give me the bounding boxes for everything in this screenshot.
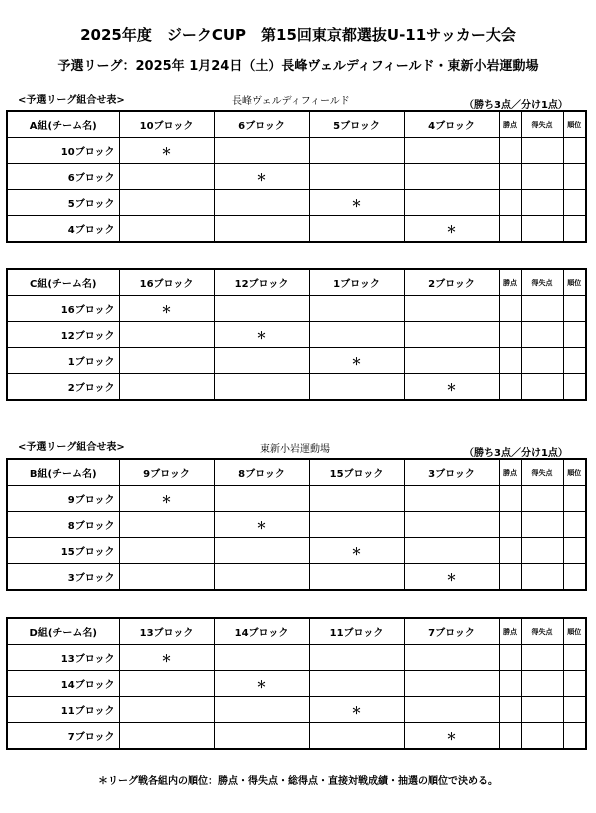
group-name: C組(チーム名) <box>7 269 119 296</box>
result-cell <box>309 486 404 512</box>
stat-cell <box>499 322 521 348</box>
self-match-mark: ＊ <box>404 216 499 243</box>
result-cell <box>309 138 404 164</box>
result-cell <box>119 190 214 216</box>
row-team: 11ブロック <box>7 697 119 723</box>
stat-header: 順位 <box>563 618 586 645</box>
group-table <box>6 458 587 591</box>
stat-cell <box>563 216 586 243</box>
result-cell <box>309 296 404 322</box>
stat-cell <box>499 512 521 538</box>
group-name: B組(チーム名) <box>7 459 119 486</box>
stat-header: 順位 <box>563 459 586 486</box>
column-team: 7ブロック <box>404 618 499 645</box>
column-team: 1ブロック <box>309 269 404 296</box>
stat-cell <box>499 723 521 750</box>
stat-cell <box>563 374 586 401</box>
row-team: 9ブロック <box>7 486 119 512</box>
row-team: 5ブロック <box>7 190 119 216</box>
stat-cell <box>499 138 521 164</box>
section2-label: <予選リーグ組合せ表> <box>18 442 125 453</box>
stat-cell <box>499 296 521 322</box>
result-cell <box>119 374 214 401</box>
stat-header: 得失点 <box>521 459 563 486</box>
row-team: 13ブロック <box>7 645 119 671</box>
stat-cell <box>521 697 563 723</box>
result-cell <box>309 645 404 671</box>
row-team: 10ブロック <box>7 138 119 164</box>
stat-cell <box>499 190 521 216</box>
stat-cell <box>563 164 586 190</box>
table-row <box>7 645 586 671</box>
result-cell <box>214 697 309 723</box>
result-cell <box>119 671 214 697</box>
row-team: 12ブロック <box>7 322 119 348</box>
stat-cell <box>563 296 586 322</box>
result-cell <box>214 138 309 164</box>
column-team: 5ブロック <box>309 111 404 138</box>
row-team: 14ブロック <box>7 671 119 697</box>
self-match-mark: ＊ <box>309 190 404 216</box>
result-cell <box>404 671 499 697</box>
result-cell <box>119 697 214 723</box>
self-match-mark: ＊ <box>214 322 309 348</box>
self-match-mark: ＊ <box>404 374 499 401</box>
result-cell <box>404 164 499 190</box>
stat-header: 勝点 <box>499 459 521 486</box>
self-match-mark: ＊ <box>309 348 404 374</box>
row-team: 15ブロック <box>7 538 119 564</box>
result-cell <box>119 564 214 591</box>
column-team: 13ブロック <box>119 618 214 645</box>
result-cell <box>214 538 309 564</box>
stat-header: 勝点 <box>499 111 521 138</box>
result-cell <box>404 538 499 564</box>
stat-cell <box>499 538 521 564</box>
row-team: 2ブロック <box>7 374 119 401</box>
stat-cell <box>521 538 563 564</box>
column-team: 10ブロック <box>119 111 214 138</box>
row-team: 4ブロック <box>7 216 119 243</box>
stat-cell <box>521 723 563 750</box>
row-team: 3ブロック <box>7 564 119 591</box>
result-cell <box>214 348 309 374</box>
stat-cell <box>521 164 563 190</box>
table-row <box>7 671 586 697</box>
column-team: 9ブロック <box>119 459 214 486</box>
result-cell <box>404 138 499 164</box>
self-match-mark: ＊ <box>214 671 309 697</box>
self-match-mark: ＊ <box>214 164 309 190</box>
stat-cell <box>521 190 563 216</box>
result-cell <box>119 538 214 564</box>
stat-cell <box>563 348 586 374</box>
stat-cell <box>521 512 563 538</box>
self-match-mark: ＊ <box>404 723 499 750</box>
stat-cell <box>499 348 521 374</box>
stat-cell <box>521 564 563 591</box>
stat-cell <box>563 645 586 671</box>
section1-label: <予選リーグ組合せ表> <box>18 95 125 106</box>
result-cell <box>214 190 309 216</box>
stat-cell <box>499 164 521 190</box>
section2-venue: 東新小岩運動場 <box>260 444 330 455</box>
footer-note: ＊リーグ戦各組内の順位：勝点・得失点・総得点・直接対戦成績・抽選の順位で決める。 <box>98 776 498 787</box>
table-row <box>7 164 586 190</box>
self-match-mark: ＊ <box>119 645 214 671</box>
stat-cell <box>521 216 563 243</box>
section2-points: （勝ち3点／分け1点） <box>464 448 568 459</box>
result-cell <box>309 216 404 243</box>
self-match-mark: ＊ <box>309 538 404 564</box>
table-row <box>7 512 586 538</box>
table-row <box>7 538 586 564</box>
stat-cell <box>521 138 563 164</box>
stat-cell <box>563 512 586 538</box>
stat-cell <box>521 296 563 322</box>
result-cell <box>309 723 404 750</box>
result-cell <box>309 164 404 190</box>
row-team: 7ブロック <box>7 723 119 750</box>
result-cell <box>404 697 499 723</box>
stat-cell <box>563 723 586 750</box>
group-table <box>6 617 587 750</box>
stat-cell <box>563 138 586 164</box>
group-table <box>6 110 587 243</box>
page-subtitle: 予選リーグ：2025年 1月24日（土）長峰ヴェルディフィールド・東新小岩運動場 <box>57 59 539 74</box>
row-team: 16ブロック <box>7 296 119 322</box>
result-cell <box>119 348 214 374</box>
stat-cell <box>499 374 521 401</box>
self-match-mark: ＊ <box>119 296 214 322</box>
stat-cell <box>499 697 521 723</box>
result-cell <box>214 564 309 591</box>
column-team: 14ブロック <box>214 618 309 645</box>
result-cell <box>309 671 404 697</box>
column-team: 8ブロック <box>214 459 309 486</box>
result-cell <box>119 164 214 190</box>
row-team: 8ブロック <box>7 512 119 538</box>
result-cell <box>309 512 404 538</box>
table-row <box>7 723 586 750</box>
self-match-mark: ＊ <box>214 512 309 538</box>
stat-cell <box>521 671 563 697</box>
stat-cell <box>563 697 586 723</box>
stat-cell <box>499 645 521 671</box>
stat-cell <box>521 374 563 401</box>
result-cell <box>119 723 214 750</box>
stat-cell <box>563 538 586 564</box>
stat-header: 得失点 <box>521 269 563 296</box>
self-match-mark: ＊ <box>119 486 214 512</box>
stat-cell <box>521 348 563 374</box>
result-cell <box>214 216 309 243</box>
stat-cell <box>521 645 563 671</box>
table-row <box>7 216 586 243</box>
group-name: D組(チーム名) <box>7 618 119 645</box>
stat-cell <box>563 486 586 512</box>
stat-header: 得失点 <box>521 111 563 138</box>
self-match-mark: ＊ <box>404 564 499 591</box>
result-cell <box>214 645 309 671</box>
group-name: A組(チーム名) <box>7 111 119 138</box>
result-cell <box>214 296 309 322</box>
result-cell <box>119 216 214 243</box>
result-cell <box>404 645 499 671</box>
page-title: 2025年度 ジークCUP 第15回東京都選抜U-11サッカー大会 <box>80 26 516 44</box>
stat-cell <box>521 486 563 512</box>
result-cell <box>119 322 214 348</box>
column-team: 12ブロック <box>214 269 309 296</box>
column-team: 6ブロック <box>214 111 309 138</box>
table-row <box>7 697 586 723</box>
row-team: 6ブロック <box>7 164 119 190</box>
row-team: 1ブロック <box>7 348 119 374</box>
stat-header: 順位 <box>563 269 586 296</box>
table-row <box>7 486 586 512</box>
column-team: 4ブロック <box>404 111 499 138</box>
stat-cell <box>499 216 521 243</box>
table-row <box>7 190 586 216</box>
result-cell <box>309 374 404 401</box>
table-row <box>7 374 586 401</box>
stat-cell <box>499 564 521 591</box>
result-cell <box>214 486 309 512</box>
group-table <box>6 268 587 401</box>
section1-venue: 長峰ヴェルディフィールド <box>232 96 350 107</box>
stat-cell <box>563 671 586 697</box>
table-row <box>7 322 586 348</box>
table-row <box>7 348 586 374</box>
stat-cell <box>521 322 563 348</box>
stat-cell <box>563 564 586 591</box>
result-cell <box>309 564 404 591</box>
section1-points: （勝ち3点／分け1点） <box>464 100 568 111</box>
stat-cell <box>499 486 521 512</box>
result-cell <box>309 322 404 348</box>
table-row <box>7 564 586 591</box>
result-cell <box>404 190 499 216</box>
self-match-mark: ＊ <box>119 138 214 164</box>
stat-header: 得失点 <box>521 618 563 645</box>
result-cell <box>404 486 499 512</box>
column-team: 11ブロック <box>309 618 404 645</box>
column-team: 2ブロック <box>404 269 499 296</box>
self-match-mark: ＊ <box>309 697 404 723</box>
stat-header: 勝点 <box>499 618 521 645</box>
column-team: 3ブロック <box>404 459 499 486</box>
stat-cell <box>563 322 586 348</box>
table-row <box>7 296 586 322</box>
result-cell <box>404 512 499 538</box>
result-cell <box>404 296 499 322</box>
stat-header: 勝点 <box>499 269 521 296</box>
column-team: 15ブロック <box>309 459 404 486</box>
result-cell <box>119 512 214 538</box>
result-cell <box>404 322 499 348</box>
result-cell <box>214 374 309 401</box>
column-team: 16ブロック <box>119 269 214 296</box>
result-cell <box>404 348 499 374</box>
result-cell <box>214 723 309 750</box>
stat-header: 順位 <box>563 111 586 138</box>
table-row <box>7 138 586 164</box>
stat-cell <box>563 190 586 216</box>
stat-cell <box>499 671 521 697</box>
